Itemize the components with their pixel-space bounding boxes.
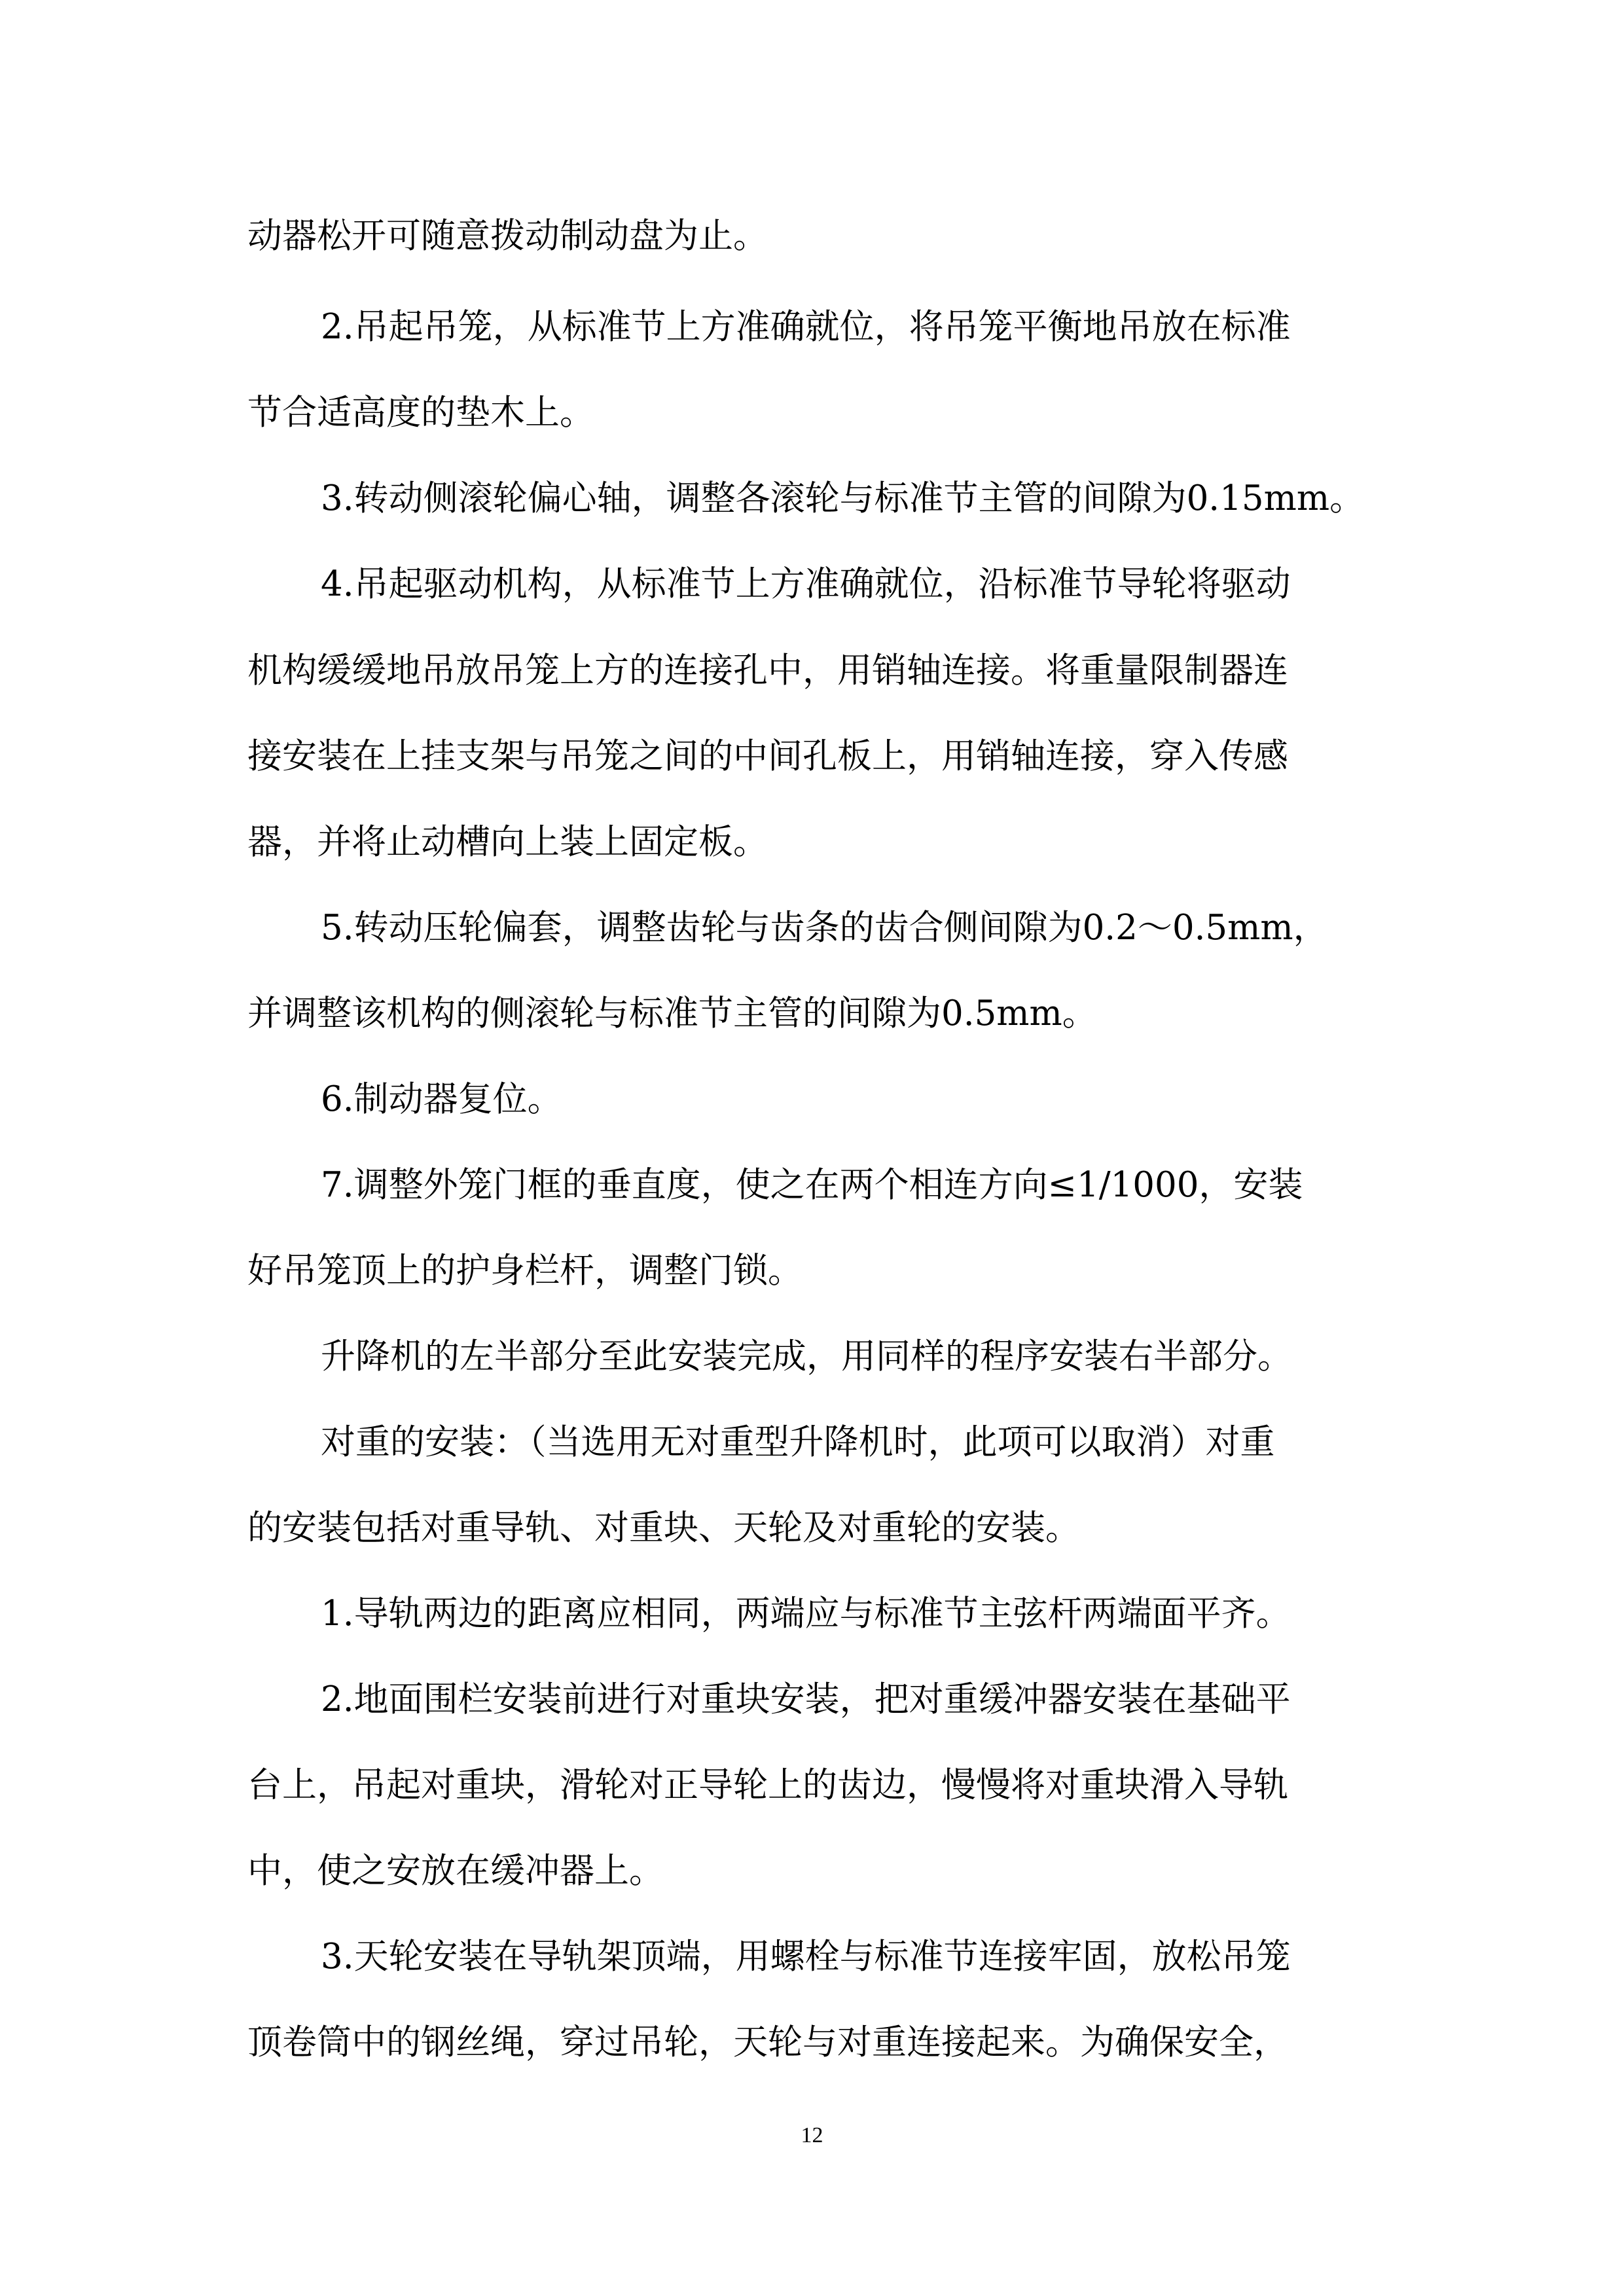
text-line: 器，并将止动槽向上装上固定板。 [247,822,768,862]
text-line: 台上，吊起对重块，滑轮对正导轮上的齿边，慢慢将对重块滑入导轨 [247,1765,1288,1805]
text-line: 2.吊起吊笼，从标准节上方准确就位，将吊笼平衡地吊放在标准 [321,307,1291,347]
text-line: 的安装包括对重导轨、对重块、天轮及对重轮的安装。 [247,1508,1080,1548]
text-line: 7.调整外笼门框的垂直度，使之在两个相连方向≤1/1000，安装 [321,1165,1303,1205]
text-line: 节合适高度的垫木上。 [247,393,594,433]
text-line: 4.吊起驱动机构，从标准节上方准确就位，沿标准节导轮将驱动 [321,564,1291,604]
text-line: 动器松开可随意拨动制动盘为止。 [247,216,768,256]
text-line: 中，使之安放在缓冲器上。 [247,1851,664,1891]
text-line: 5.转动压轮偏套，调整齿轮与齿条的齿合侧间隙为0.2～0.5mm， [321,908,1328,948]
text-line: 顶卷筒中的钢丝绳，穿过吊轮，天轮与对重连接起来。为确保安全， [247,2022,1288,2062]
text-line: 2.地面围栏安装前进行对重块安装，把对重缓冲器安装在基础平 [321,1679,1291,1719]
text-line: 6.制动器复位。 [321,1079,562,1119]
text-line: 3.转动侧滚轮偏心轴，调整各滚轮与标准节主管的间隙为0.15mm。 [321,478,1365,518]
text-line: 并调整该机构的侧滚轮与标准节主管的间隙为0.5mm。 [247,994,1097,1033]
text-line: 对重的安装：（当选用无对重型升降机时，此项可以取消）对重 [321,1422,1275,1462]
text-line: 3.天轮安装在导轨架顶端，用螺栓与标准节连接牢固，放松吊笼 [321,1937,1291,1977]
page-number: 12 [801,2123,823,2147]
text-line: 接安装在上挂支架与吊笼之间的中间孔板上，用销轴连接，穿入传感 [247,736,1288,776]
text-line: 机构缓缓地吊放吊笼上方的连接孔中，用销轴连接。将重量限制器连 [247,651,1288,691]
text-line: 好吊笼顶上的护身栏杆，调整门锁。 [247,1251,803,1291]
text-line: 升降机的左半部分至此安装完成，用同样的程序安装右半部分。 [321,1336,1292,1376]
text-line: 1.导轨两边的距离应相同，两端应与标准节主弦杆两端面平齐。 [321,1594,1291,1634]
